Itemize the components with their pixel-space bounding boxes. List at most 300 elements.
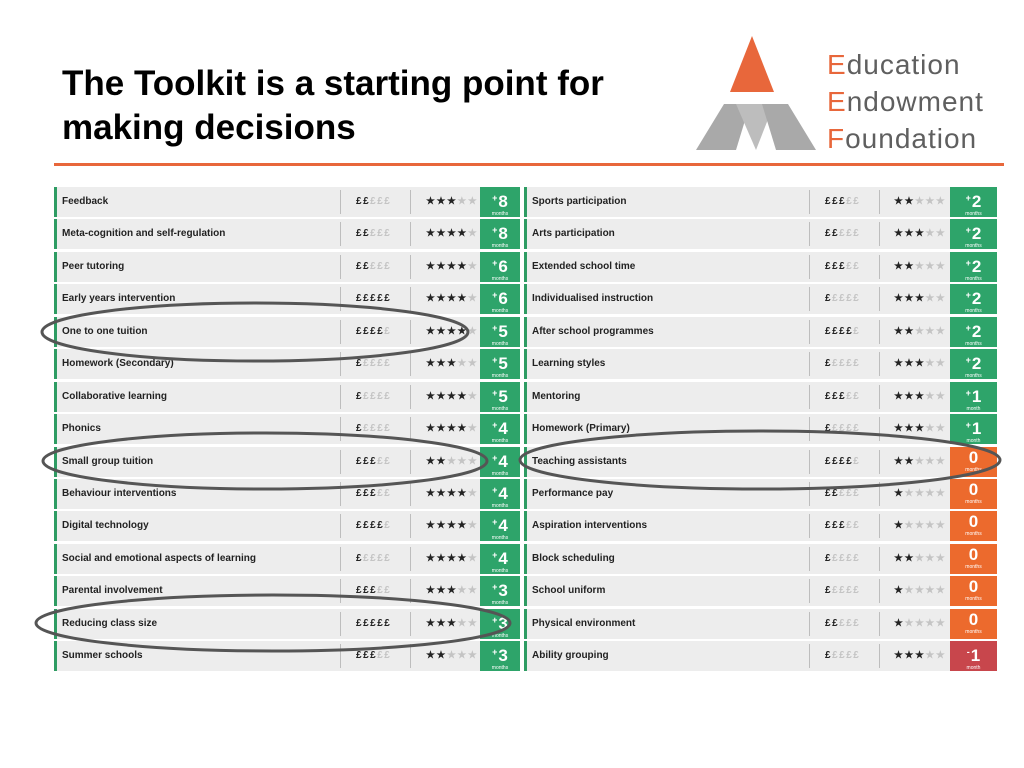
- star-icon-empty: ★: [904, 585, 915, 597]
- approach-name: Aspiration interventions: [532, 520, 648, 532]
- pound-icon-filled: £: [832, 260, 840, 272]
- evidence-rating: [426, 317, 478, 347]
- impact-badge: [480, 511, 520, 541]
- impact-unit: months: [965, 596, 982, 603]
- star-icon-empty: ★: [935, 390, 947, 402]
- star-icon-filled: ★: [426, 650, 437, 662]
- impact-badge: [480, 187, 520, 217]
- pound-icon-filled: £: [356, 390, 364, 402]
- column-divider: [340, 320, 341, 344]
- approach-name: Feedback: [62, 196, 109, 207]
- impact-sign: +: [492, 484, 498, 495]
- toolkit-row-extended-school-time[interactable]: [524, 252, 997, 282]
- pound-icon-filled: £: [370, 455, 378, 467]
- toolkit-row-early-years-intervention[interactable]: [54, 284, 520, 314]
- evidence-rating: [426, 219, 478, 249]
- evidence-rating: [894, 479, 946, 509]
- approach-name: Performance pay: [532, 487, 614, 499]
- impact-number: 5: [498, 354, 508, 374]
- column-divider: [410, 320, 411, 344]
- star-icon-filled: ★: [904, 423, 915, 435]
- cost-rating: [356, 576, 391, 606]
- impact-number: 2: [971, 289, 982, 309]
- impact-unit: months: [965, 275, 982, 282]
- pound-icon-empty: £: [384, 487, 392, 499]
- impact-unit: months: [491, 470, 509, 477]
- pound-icon-filled: £: [363, 650, 371, 662]
- pound-icon-filled: £: [384, 617, 392, 629]
- pound-icon-empty: £: [370, 552, 378, 564]
- star-icon-empty: ★: [467, 455, 479, 467]
- pound-icon-empty: £: [384, 650, 392, 662]
- evidence-rating: [426, 479, 478, 509]
- impact-badge: [950, 641, 997, 671]
- column-divider: [879, 450, 880, 474]
- pound-icon-empty: £: [846, 520, 854, 532]
- star-icon-filled: ★: [904, 552, 915, 564]
- column-divider: [410, 612, 411, 636]
- column-divider: [879, 482, 880, 506]
- star-icon-filled: ★: [426, 455, 437, 467]
- impact-value: [480, 319, 520, 341]
- toolkit-list-left: [54, 187, 520, 674]
- star-icon-filled: ★: [436, 552, 447, 564]
- pound-icon-empty: £: [384, 552, 392, 564]
- cost-rating: [356, 219, 391, 249]
- evidence-rating: [894, 641, 946, 671]
- pound-icon-filled: £: [846, 325, 854, 337]
- approach-name: Reducing class size: [62, 617, 158, 629]
- pound-icon-filled: £: [839, 390, 847, 402]
- column-divider: [879, 255, 880, 279]
- impact-sign: +: [492, 517, 498, 528]
- pound-icon-empty: £: [377, 390, 385, 402]
- impact-unit: months: [965, 340, 982, 347]
- impact-sign: +: [965, 290, 971, 301]
- impact-unit: months: [491, 308, 509, 315]
- toolkit-row-individualised-instruction[interactable]: [524, 284, 997, 314]
- star-icon-empty: ★: [925, 325, 936, 337]
- pound-icon-empty: £: [370, 358, 378, 370]
- pound-icon-filled: £: [825, 650, 833, 662]
- impact-value: [480, 286, 520, 308]
- approach-name: Arts participation: [532, 228, 615, 240]
- evidence-rating: [426, 447, 478, 477]
- approach-name: Early years intervention: [62, 293, 176, 305]
- star-icon-empty: ★: [935, 487, 947, 499]
- star-icon-empty: ★: [935, 228, 947, 240]
- evidence-rating: [894, 414, 946, 444]
- star-icon-empty: ★: [914, 520, 926, 532]
- impact-number: 3: [498, 613, 508, 633]
- column-divider: [879, 320, 880, 344]
- pound-icon-empty: £: [853, 455, 861, 467]
- impact-number: 6: [498, 289, 508, 309]
- toolkit-row-learning-styles[interactable]: [524, 349, 997, 379]
- star-icon-filled: ★: [436, 455, 447, 467]
- star-icon-filled: ★: [436, 260, 447, 272]
- pound-icon-filled: £: [825, 455, 833, 467]
- pound-icon-filled: £: [825, 293, 833, 305]
- impact-number: 0: [968, 479, 979, 499]
- toolkit-row-homework-primary[interactable]: [524, 414, 997, 444]
- star-icon-filled: ★: [446, 325, 458, 337]
- star-icon-empty: ★: [467, 650, 479, 662]
- pound-icon-filled: £: [832, 390, 840, 402]
- toolkit-row-collaborative-learning[interactable]: [54, 382, 520, 412]
- star-icon-empty: ★: [467, 617, 479, 629]
- pound-icon-empty: £: [839, 617, 847, 629]
- impact-unit: months: [491, 275, 509, 282]
- pound-icon-filled: £: [846, 455, 854, 467]
- pound-icon-empty: £: [384, 390, 392, 402]
- pound-icon-filled: £: [370, 520, 378, 532]
- toolkit-row-mentoring[interactable]: [524, 382, 997, 412]
- column-divider: [410, 190, 411, 214]
- star-icon-empty: ★: [914, 487, 926, 499]
- column-divider: [809, 255, 810, 279]
- column-divider: [809, 352, 810, 376]
- star-icon-filled: ★: [894, 617, 905, 629]
- pound-icon-empty: £: [832, 358, 840, 370]
- star-icon-empty: ★: [904, 617, 915, 629]
- impact-unit: months: [491, 567, 509, 574]
- toolkit-row-one-to-one-tuition[interactable]: [54, 317, 520, 347]
- impact-sign: +: [492, 582, 498, 593]
- evidence-rating: [894, 187, 946, 217]
- impact-sign: +: [492, 387, 498, 398]
- pound-icon-empty: £: [370, 390, 378, 402]
- cost-rating: [825, 414, 860, 444]
- toolkit-row-physical-environment[interactable]: [524, 609, 997, 639]
- toolkit-row-teaching-assistants[interactable]: [524, 447, 997, 477]
- star-icon-filled: ★: [426, 293, 437, 305]
- star-icon-empty: ★: [935, 293, 947, 305]
- column-divider: [410, 417, 411, 441]
- impact-number: 2: [971, 321, 982, 341]
- toolkit-row-after-school-programmes[interactable]: [524, 317, 997, 347]
- star-icon-empty: ★: [935, 260, 947, 272]
- column-divider: [809, 450, 810, 474]
- column-divider: [879, 222, 880, 246]
- column-divider: [340, 579, 341, 603]
- impact-badge: [950, 479, 997, 509]
- impact-badge: [950, 187, 997, 217]
- eef-logo: [692, 32, 1012, 156]
- pound-icon-filled: £: [356, 293, 364, 305]
- pound-icon-empty: £: [853, 423, 861, 435]
- column-divider: [340, 255, 341, 279]
- cost-rating: [356, 511, 391, 541]
- impact-unit: month: [966, 405, 981, 412]
- pound-icon-filled: £: [370, 325, 378, 337]
- star-icon-filled: ★: [426, 585, 437, 597]
- impact-number: 1: [971, 419, 982, 439]
- impact-badge: [950, 252, 997, 282]
- impact-badge: [950, 317, 997, 347]
- column-divider: [410, 255, 411, 279]
- evidence-rating: [894, 284, 946, 314]
- impact-badge: [480, 219, 520, 249]
- column-divider: [879, 417, 880, 441]
- star-icon-empty: ★: [925, 228, 936, 240]
- toolkit-row-aspiration-interventions[interactable]: [524, 511, 997, 541]
- toolkit-row-phonics[interactable]: [54, 414, 520, 444]
- approach-name: Ability grouping: [532, 650, 609, 662]
- star-icon-filled: ★: [904, 196, 915, 207]
- impact-value: [480, 189, 520, 211]
- column-divider: [809, 385, 810, 409]
- impact-number: 8: [498, 192, 508, 211]
- star-icon-empty: ★: [935, 196, 947, 207]
- pound-icon-empty: £: [853, 390, 861, 402]
- impact-badge: [950, 219, 997, 249]
- column-divider: [879, 514, 880, 538]
- evidence-rating: [426, 576, 478, 606]
- star-icon-filled: ★: [426, 196, 437, 207]
- star-icon-empty: ★: [446, 650, 458, 662]
- star-icon-filled: ★: [426, 487, 437, 499]
- star-icon-empty: ★: [457, 617, 468, 629]
- pound-icon-empty: £: [377, 423, 385, 435]
- impact-sign: +: [492, 420, 498, 431]
- impact-sign: +: [492, 290, 498, 301]
- cost-rating: [356, 284, 391, 314]
- toolkit-row-small-group-tuition[interactable]: [54, 447, 520, 477]
- pound-icon-empty: £: [384, 455, 392, 467]
- column-divider: [879, 612, 880, 636]
- pound-icon-empty: £: [384, 260, 392, 272]
- impact-value: [950, 513, 997, 531]
- star-icon-empty: ★: [914, 552, 926, 564]
- star-icon-filled: ★: [446, 390, 458, 402]
- impact-unit: months: [965, 211, 982, 217]
- approach-name: Parental involvement: [62, 585, 163, 597]
- star-icon-empty: ★: [457, 650, 468, 662]
- impact-value: [480, 416, 520, 438]
- toolkit-row-reducing-class-size[interactable]: [54, 609, 520, 639]
- pound-icon-filled: £: [825, 617, 833, 629]
- impact-unit: months: [491, 405, 509, 412]
- pound-icon-empty: £: [839, 552, 847, 564]
- pound-icon-empty: £: [839, 293, 847, 305]
- star-icon-filled: ★: [436, 228, 447, 240]
- impact-number: 6: [498, 256, 508, 276]
- pound-icon-filled: £: [363, 196, 371, 207]
- star-icon-filled: ★: [426, 617, 437, 629]
- star-icon-empty: ★: [467, 487, 479, 499]
- pound-icon-filled: £: [370, 487, 378, 499]
- impact-sign: +: [492, 322, 498, 333]
- toolkit-row-feedback[interactable]: [54, 187, 520, 217]
- column-divider: [879, 287, 880, 311]
- toolkit-row-social-and-emotional-aspects-of-learning[interactable]: [54, 544, 520, 574]
- pound-icon-filled: £: [839, 325, 847, 337]
- star-icon-empty: ★: [925, 293, 936, 305]
- pound-icon-empty: £: [384, 228, 392, 240]
- evidence-rating: [894, 382, 946, 412]
- pound-icon-empty: £: [370, 423, 378, 435]
- pound-icon-empty: £: [832, 585, 840, 597]
- pound-icon-empty: £: [853, 617, 861, 629]
- cost-rating: [825, 317, 860, 347]
- impact-badge: [950, 349, 997, 379]
- pound-icon-empty: £: [384, 423, 392, 435]
- approach-name: Summer schools: [62, 650, 143, 662]
- column-divider: [410, 579, 411, 603]
- star-icon-filled: ★: [446, 617, 458, 629]
- impact-sign: +: [492, 452, 498, 463]
- triangle-logo-icon: [692, 32, 820, 156]
- pound-icon-empty: £: [377, 228, 385, 240]
- toolkit-row-school-uniform[interactable]: [524, 576, 997, 606]
- impact-unit: months: [965, 531, 982, 538]
- column-divider: [879, 352, 880, 376]
- pound-icon-empty: £: [853, 487, 861, 499]
- pound-icon-filled: £: [363, 228, 371, 240]
- impact-unit: months: [491, 665, 509, 672]
- approach-name: Extended school time: [532, 260, 636, 272]
- pound-icon-filled: £: [825, 585, 833, 597]
- column-divider: [809, 222, 810, 246]
- toolkit-row-ability-grouping[interactable]: [524, 641, 997, 671]
- impact-value: [480, 481, 520, 503]
- evidence-rating: [894, 349, 946, 379]
- pound-icon-filled: £: [839, 196, 847, 207]
- logo-line-endowment: Endowment: [827, 86, 984, 117]
- impact-sign: +: [965, 193, 971, 203]
- star-icon-filled: ★: [436, 293, 447, 305]
- pound-icon-filled: £: [825, 228, 833, 240]
- star-icon-filled: ★: [914, 228, 926, 240]
- star-icon-filled: ★: [436, 390, 447, 402]
- impact-badge: [480, 414, 520, 444]
- star-icon-empty: ★: [914, 260, 926, 272]
- impact-badge: [950, 414, 997, 444]
- toolkit-row-meta-cognition-and-self-regulation[interactable]: [54, 219, 520, 249]
- column-divider: [410, 482, 411, 506]
- impact-badge: [480, 252, 520, 282]
- pound-icon-filled: £: [825, 325, 833, 337]
- pound-icon-filled: £: [377, 293, 385, 305]
- evidence-rating: [426, 414, 478, 444]
- star-icon-filled: ★: [436, 325, 447, 337]
- impact-sign: -: [966, 647, 970, 658]
- toolkit-row-digital-technology[interactable]: [54, 511, 520, 541]
- impact-value: [480, 384, 520, 406]
- star-icon-empty: ★: [925, 487, 936, 499]
- pound-icon-empty: £: [846, 585, 854, 597]
- star-icon-filled: ★: [446, 260, 458, 272]
- impact-value: [950, 286, 997, 308]
- pound-icon-filled: £: [363, 585, 371, 597]
- pound-icon-empty: £: [384, 520, 392, 532]
- toolkit-row-peer-tutoring[interactable]: [54, 252, 520, 282]
- impact-value: [480, 449, 520, 471]
- star-icon-filled: ★: [457, 390, 468, 402]
- pound-icon-empty: £: [384, 585, 392, 597]
- pound-icon-filled: £: [825, 260, 833, 272]
- impact-unit: months: [491, 438, 509, 445]
- toolkit-row-sports-participation[interactable]: [524, 187, 997, 217]
- column-divider: [809, 482, 810, 506]
- impact-sign: +: [492, 193, 498, 203]
- approach-name: Homework (Secondary): [62, 358, 174, 370]
- evidence-rating: [426, 349, 478, 379]
- pound-icon-filled: £: [384, 293, 392, 305]
- pound-icon-empty: £: [384, 325, 392, 337]
- impact-badge: [480, 284, 520, 314]
- star-icon-filled: ★: [446, 293, 458, 305]
- impact-sign: +: [965, 225, 971, 236]
- column-divider: [809, 547, 810, 571]
- star-icon-filled: ★: [436, 520, 447, 532]
- pound-icon-empty: £: [363, 390, 371, 402]
- star-icon-empty: ★: [925, 585, 936, 597]
- pound-icon-filled: £: [356, 585, 364, 597]
- star-icon-empty: ★: [925, 552, 936, 564]
- star-icon-empty: ★: [935, 423, 947, 435]
- star-icon-empty: ★: [925, 455, 936, 467]
- impact-sign: +: [492, 614, 498, 625]
- impact-badge: [480, 576, 520, 606]
- pound-icon-empty: £: [377, 650, 385, 662]
- logo-line-foundation: Foundation: [827, 123, 978, 154]
- impact-unit: months: [965, 466, 982, 473]
- impact-unit: months: [491, 632, 509, 639]
- cost-rating: [825, 544, 860, 574]
- star-icon-filled: ★: [904, 390, 915, 402]
- toolkit-row-summer-schools[interactable]: [54, 641, 520, 671]
- pound-icon-empty: £: [370, 196, 378, 207]
- star-icon-empty: ★: [467, 423, 479, 435]
- impact-number: 2: [971, 192, 982, 211]
- approach-name: Teaching assistants: [532, 455, 627, 467]
- star-icon-filled: ★: [904, 455, 915, 467]
- star-icon-filled: ★: [894, 260, 905, 272]
- toolkit-row-homework-secondary[interactable]: [54, 349, 520, 379]
- impact-unit: month: [966, 665, 981, 672]
- toolkit-row-block-scheduling[interactable]: [524, 544, 997, 574]
- evidence-rating: [426, 284, 478, 314]
- pound-icon-empty: £: [363, 423, 371, 435]
- impact-unit: months: [491, 502, 509, 509]
- star-icon-filled: ★: [914, 358, 926, 370]
- toolkit-row-performance-pay[interactable]: [524, 479, 997, 509]
- pound-icon-filled: £: [832, 455, 840, 467]
- star-icon-filled: ★: [426, 390, 437, 402]
- column-divider: [879, 547, 880, 571]
- column-divider: [809, 287, 810, 311]
- impact-badge: [480, 317, 520, 347]
- toolkit-row-arts-participation[interactable]: [524, 219, 997, 249]
- star-icon-filled: ★: [894, 552, 905, 564]
- star-icon-empty: ★: [935, 617, 947, 629]
- cost-rating: [356, 349, 391, 379]
- toolkit-row-parental-involvement[interactable]: [54, 576, 520, 606]
- impact-badge: [480, 641, 520, 671]
- star-icon-filled: ★: [446, 196, 458, 207]
- impact-unit: month: [966, 438, 981, 445]
- star-icon-filled: ★: [914, 390, 926, 402]
- column-divider: [340, 385, 341, 409]
- star-icon-filled: ★: [894, 196, 905, 207]
- approach-name: Individualised instruction: [532, 293, 654, 305]
- star-icon-empty: ★: [914, 617, 926, 629]
- approach-name: Homework (Primary): [532, 423, 630, 435]
- pound-icon-filled: £: [356, 650, 364, 662]
- toolkit-row-behaviour-interventions[interactable]: [54, 479, 520, 509]
